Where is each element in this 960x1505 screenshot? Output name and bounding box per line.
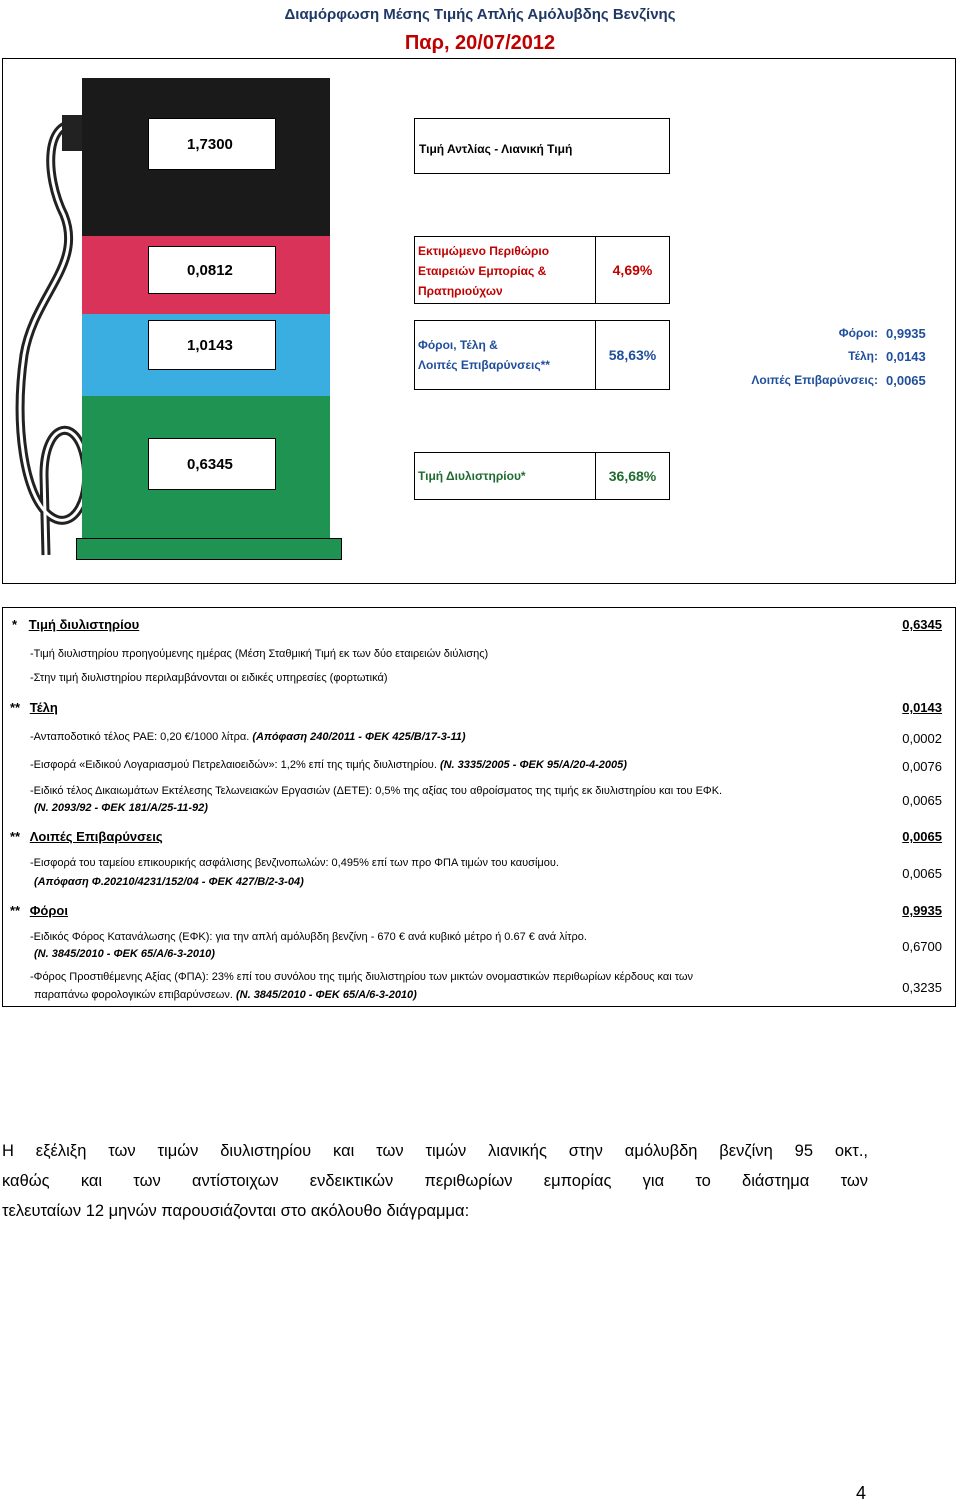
- refinery-percent: 36,68%: [595, 452, 670, 500]
- margin-value: 0,0812: [148, 246, 276, 294]
- note-fees-value: 0,0143: [902, 700, 942, 715]
- taxes-percent: 58,63%: [595, 320, 670, 390]
- note-taxes-row2-ref: (Ν. 3845/2010 - ΦΕΚ 65/Α/6-3-2010): [235, 989, 417, 1001]
- note-fees-star: **: [10, 700, 21, 715]
- retail-label: Τιμή Αντλίας - Λιανική Τιμή: [419, 142, 573, 156]
- pump-hose-icon: [4, 95, 94, 565]
- note-taxes-star: **: [10, 903, 21, 918]
- date-label: Παρ, 20/07/2012: [404, 32, 556, 54]
- note-fees-row3-text: -Ειδικό τέλος Δικαιωμάτων Εκτέλεσης Τελωνειακών Εργασιών (ΔΕΤΕ): 0,5% της αξίας του αθροίσματος της τιμής εκ διυλιστηρίου και του ΕΦΚ.: [30, 785, 723, 797]
- note-fees-row1-ref: (Απόφαση 240/2011 - ΦΕΚ 425/Β/17-3-11): [252, 731, 466, 743]
- note-taxes-row1-value: 0,6700: [902, 939, 942, 954]
- note-fees-row1-text: -Ανταποδοτικό τέλος ΡΑΕ: 0,20 €/1000 λίτρα.: [30, 731, 253, 743]
- pump-base: [76, 538, 342, 560]
- note-fees-heading: [10, 700, 58, 715]
- refinery-value: 0,6345: [148, 438, 276, 490]
- note-fees-row3-ref: [34, 802, 208, 814]
- refinery-label: Τιμή Διυλιστηρίου*: [418, 469, 526, 483]
- paragraph-line2: καθώς και των αντίστοιχων ενδεικτικών περιθωρίων εμπορίας για το διάστημα των: [2, 1172, 868, 1190]
- note-fees-row2-text: -Εισφορά «Ειδικού Λογαριασμού Πετρελαιοειδών»: 1,2% επί της τιμής διυλιστηρίου.: [30, 759, 440, 771]
- note-fees-row1: [30, 731, 466, 743]
- taxes-label-1: Φόροι, Τέλη &: [418, 338, 498, 352]
- paragraph-line3: τελευταίων 12 μηνών παρουσιάζονται στο ακόλουθο διάγραμμα:: [2, 1202, 470, 1220]
- note-fees-row1-value: 0,0002: [902, 731, 942, 746]
- refinery-label-box: [414, 452, 596, 500]
- note-refinery-star: *: [12, 617, 18, 632]
- tax-breakdown-value-other: 0,0065: [886, 373, 926, 388]
- note-other-value: 0,0065: [902, 829, 942, 844]
- note-taxes-title: Φόροι: [29, 903, 68, 918]
- note-fees-row2-value: 0,0076: [902, 759, 942, 774]
- margin-label-1: Εκτιμώμενο Περιθώριο: [418, 244, 550, 258]
- tax-breakdown-value-fees: 0,0143: [886, 349, 926, 364]
- tax-breakdown-value-taxes: 0,9935: [886, 326, 926, 341]
- note-taxes-heading: [10, 903, 68, 918]
- note-other-star: **: [10, 829, 21, 844]
- margin-label-box: [414, 236, 596, 304]
- note-other-title: Λοιπές Επιβαρύνσεις: [29, 829, 163, 844]
- note-taxes-value: 0,9935: [902, 903, 942, 918]
- taxes-label-box: [414, 320, 596, 390]
- note-other-row1-ref: [34, 876, 304, 888]
- retail-price-value: 1,7300: [148, 118, 276, 170]
- page-number: 4: [856, 1483, 867, 1503]
- note-refinery-title: Τιμή διυλιστηρίου: [28, 617, 140, 632]
- note-fees-title: Τέλη: [29, 700, 58, 715]
- note-fees-row3-ref-text: (Ν. 2093/92 - ΦΕΚ 181/Α/25-11-92): [34, 802, 208, 814]
- taxes-label-2: Λοιπές Επιβαρύνσεις**: [418, 358, 550, 372]
- margin-label-2: Εταιρειών Εμπορίας &: [418, 264, 547, 278]
- taxes-value: 1,0143: [148, 320, 276, 370]
- note-taxes-row2-line2: [34, 989, 417, 1001]
- note-fees-row2: [30, 759, 627, 771]
- retail-label-box: [414, 118, 670, 174]
- note-other-row1-text: -Εισφορά του ταμείου επικουρικής ασφάλισης βενζινοπωλών: 0,495% επί των προ ΦΠΑ τιμών του καυσίμου.: [30, 857, 559, 869]
- margin-label-3: Πρατηριούχων: [418, 284, 503, 298]
- note-taxes-row1-ref: [34, 948, 215, 960]
- note-other-row1-ref-text: (Απόφαση Φ.20210/4231/152/04 - ΦΕΚ 427/Β/2-3-04): [34, 876, 304, 888]
- note-refinery-line2: -Στην τιμή διυλιστηρίου περιλαμβάνονται οι ειδικές υπηρεσίες (φορτωτικά): [30, 672, 388, 684]
- note-taxes-row1-text: -Ειδικός Φόρος Κατανάλωσης (ΕΦΚ): για την απλή αμόλυβδη βενζίνη - 670 € ανά κυβικό μέτρο ή 0.67 € ανά λίτρο.: [30, 931, 587, 943]
- note-refinery-heading: [12, 617, 139, 632]
- note-taxes-row2-text2: παραπάνω φορολογικών επιβαρύνσεων.: [34, 989, 236, 1001]
- note-refinery-line1: -Τιμή διυλιστηρίου προηγούμενης ημέρας (Μέση Σταθμική Τιμή εκ των δύο εταιρειών διύλισης): [30, 648, 489, 660]
- note-taxes-row1-ref-text: (Ν. 3845/2010 - ΦΕΚ 65/Α/6-3-2010): [34, 948, 215, 960]
- note-other-heading: [10, 829, 163, 844]
- note-refinery-value: 0,6345: [902, 617, 942, 632]
- margin-percent: 4,69%: [595, 236, 670, 304]
- tax-breakdown-label-taxes: Φόροι:: [838, 326, 878, 340]
- note-fees-row2-ref: (Ν. 3335/2005 - ΦΕΚ 95/Α/20-4-2005): [439, 759, 627, 771]
- note-fees-row3-value: 0,0065: [902, 793, 942, 808]
- tax-breakdown-label-fees: Τέλη:: [848, 349, 878, 363]
- paragraph-line1: Η εξέλιξη των τιμών διυλιστηρίου και των τιμών λιανικής στην αμόλυβδη βενζίνη 95 οκτ.,: [2, 1142, 868, 1160]
- note-other-row1-value: 0,0065: [902, 866, 942, 881]
- tax-breakdown-label-other: Λοιπές Επιβαρύνσεις:: [751, 373, 878, 387]
- page-title: Διαμόρφωση Μέσης Τιμής Απλής Αμόλυβδης Βενζίνης: [284, 6, 676, 23]
- note-taxes-row2-value: 0,3235: [902, 980, 942, 995]
- body-paragraph: [2, 1136, 868, 1226]
- note-taxes-row2-text: -Φόρος Προστιθέμενης Αξίας (ΦΠΑ): 23% επί του συνόλου της τιμής διυλιστηρίου των μικτών ονομαστικών περιθωρίων κέρδους και των: [30, 971, 694, 983]
